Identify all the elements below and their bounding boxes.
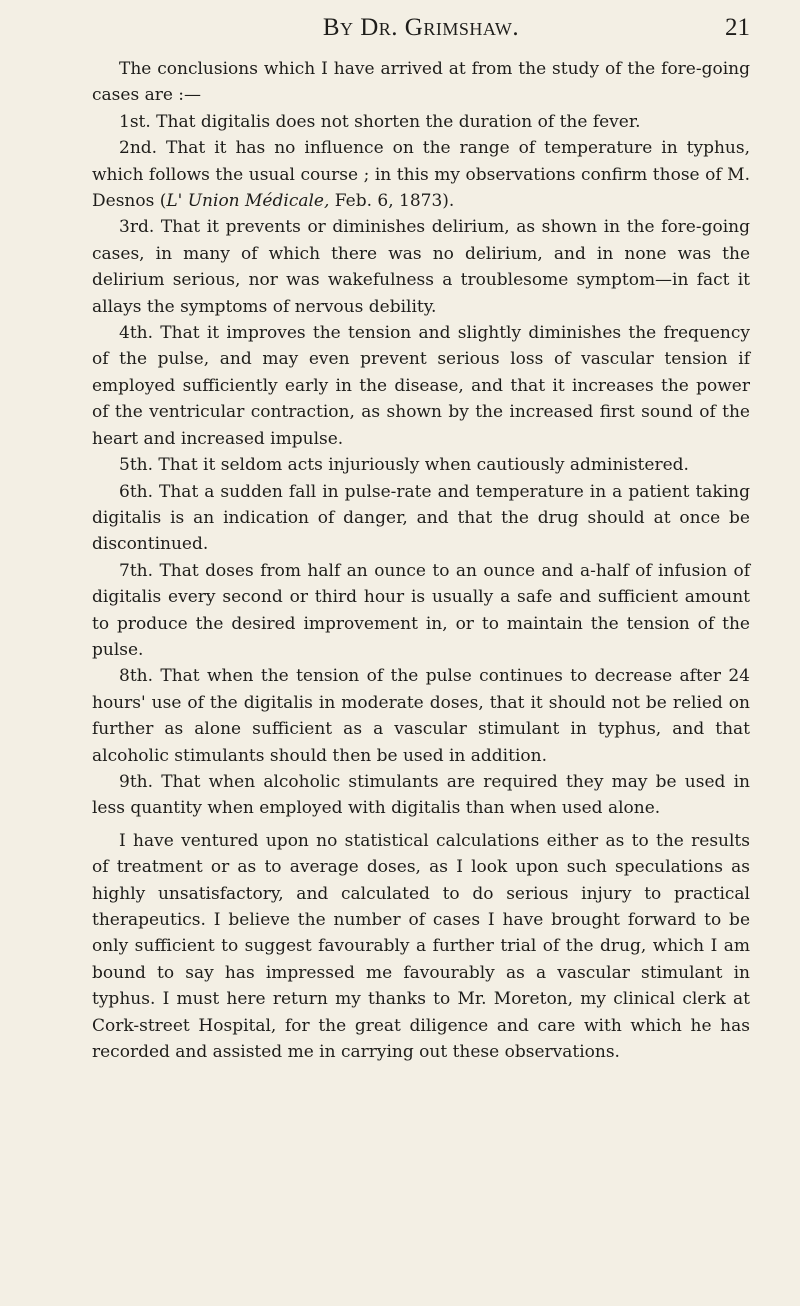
body-text: [92, 56, 750, 1065]
conclusion-4: 4th. That it improves the tension and slightly diminishes the frequency of the pulse, and may even prevent serious loss of vascular tension if employed sufficiently early in the disease, and that it increases the power of the ventricular contraction, as shown by the increased first sound of the heart and increased impulse.: [92, 323, 750, 449]
running-title: By Dr. Grimshaw.: [322, 14, 520, 41]
conclusion-2: [92, 135, 750, 214]
running-head: [92, 14, 750, 48]
conclusion-6: 6th. That a sudden fall in pulse-rate and temperature in a patient taking digitalis is an indication of danger, and that the drug should at once be discontinued.: [92, 481, 750, 555]
conclusion-3: 3rd. That it prevents or diminishes delirium, as shown in the fore-going cases, in many of which there was no delirium, and in none was the delirium serious, nor was wakefulness a troublesome symptom—in fact it allays the symptoms of nervous debility.: [92, 217, 750, 317]
intro-paragraph: The conclusions which I have arrived at from the study of the fore-going cases are :—: [92, 59, 750, 106]
conclusion-7: 7th. That doses from half an ounce to an ounce and a-half of infusion of digitalis every second or third hour is usually a safe and sufficient amount to produce the desired improvement in, or to maintain the tension of the pulse.: [92, 560, 750, 660]
conclusion-1: 1st. That digitalis does not shorten the duration of the fever.: [119, 111, 641, 132]
conclusion-5: 5th. That it seldom acts injuriously when cautiously administered.: [119, 455, 689, 476]
journal-title: L' Union Médicale,: [166, 191, 330, 212]
closing-paragraph: I have ventured upon no statistical calculations either as to the results of treatment or as to average doses, as I look upon such speculations as highly unsatisfactory, and calculated to do serious injury to practical therapeutics. I believe the number of cases I have brought forward to be only sufficient to suggest favourably a further trial of the drug, which I am bound to say has impressed me favourably as a vascular stimulant in typhus. I must here return my thanks to Mr. Moreton, my clinical clerk at Cork-street Hospital, for the great diligence and care with which he has recorded and assisted me in carrying out these observations.: [92, 830, 750, 1063]
conclusion-2-text: 2nd. That it has no influence on the range of temperature in typhus, which follows the usual course ; in this my observations confirm those of M. Desnos (: [92, 138, 750, 212]
conclusion-2-date: Feb. 6, 1873).: [329, 191, 455, 212]
conclusion-8: 8th. That when the tension of the pulse continues to decrease after 24 hours' use of the digitalis in moderate doses, that it should not be relied on further as alone sufficient as a vascular stimulant in typhus, and that alcoholic stimulants should then be used in addition.: [92, 666, 750, 766]
page-number: 21: [725, 14, 750, 41]
conclusion-9: 9th. That when alcoholic stimulants are required they may be used in less quantity when employed with digitalis than when used alone.: [92, 771, 750, 819]
